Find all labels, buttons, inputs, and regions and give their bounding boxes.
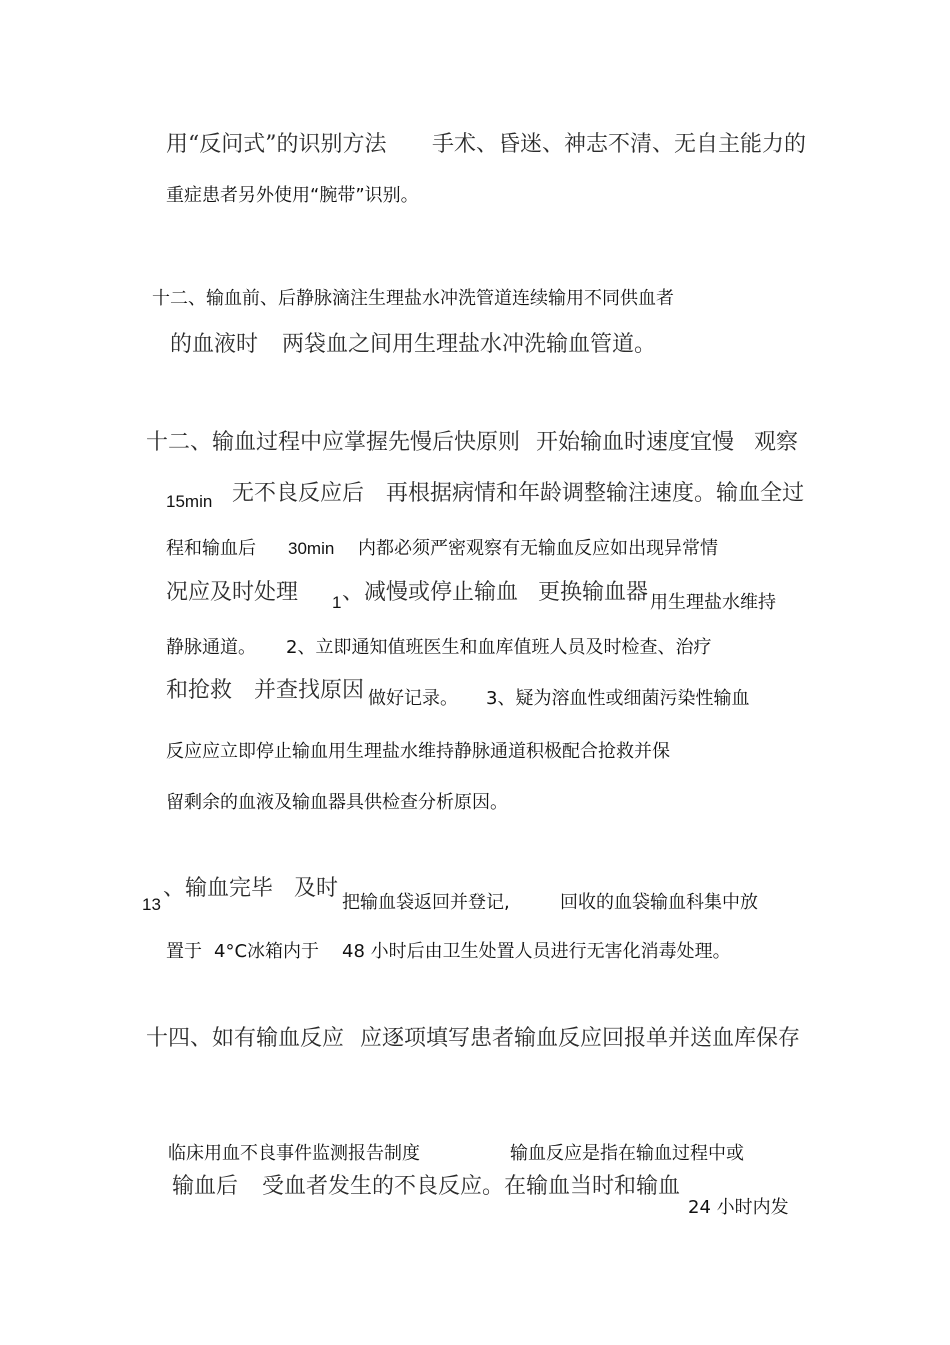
text-line-15b: 应逐项填写患者输血反应回报单并送血库保存 [360, 1026, 801, 1051]
text-line-18: 24 小时内发 [688, 1197, 789, 1218]
text-line-8b: 1 [332, 593, 342, 612]
text-line-4a: 的血液时 [170, 332, 259, 357]
text-line-8a: 况应及时处理 [166, 580, 299, 605]
text-line-17b: 受血者发生的不良反应。在输血当时和输血 [262, 1174, 681, 1199]
text-line-10b: 并查找原因 [254, 678, 365, 703]
text-line-16a: 临床用血不良事件监测报告制度 [168, 1143, 420, 1164]
text-line-9a: 静脉通道。 [166, 637, 256, 658]
text-line-2: 重症患者另外使用“腕带”识别。 [166, 185, 419, 206]
text-line-6a: 15min [166, 492, 213, 511]
text-line-13c: 及时 [294, 876, 339, 901]
text-line-16b: 输血反应是指在输血过程中或 [510, 1143, 744, 1164]
text-line-11: 反应应立即停止输血用生理盐水维持静脉通道积极配合抢救并保 [166, 741, 670, 762]
text-line-8d: 更换输血器 [538, 580, 649, 605]
text-line-15a: 十四、如有输血反应 [146, 1026, 345, 1051]
text-line-1a: 用“反问式”的识别方法 [166, 132, 387, 157]
text-line-7a: 程和输血后 [166, 538, 256, 559]
text-line-13e: 回收的血袋输血科集中放 [560, 892, 758, 913]
text-line-17a: 输血后 [172, 1174, 239, 1199]
text-line-13d: 把输血袋返回并登记, [342, 892, 510, 913]
text-line-10c: 做好记录。 [368, 688, 458, 709]
text-line-5a: 十二、输血过程中应掌握先慢后快原则 [146, 430, 521, 455]
text-line-8e: 用生理盐水维持 [650, 592, 776, 613]
text-line-7b: 30min [288, 539, 335, 558]
text-line-13b: 、输血完毕 [163, 876, 274, 901]
text-line-3: 十二、输血前、后静脉滴注生理盐水冲洗管道连续输用不同供血者 [152, 288, 674, 309]
text-line-14a: 置于 [166, 941, 202, 962]
text-line-5c: 观察 [754, 430, 799, 455]
text-line-6b: 无不良反应后 [232, 481, 365, 506]
text-line-1b: 手术、昏迷、神志不清、无自主能力的 [432, 132, 807, 157]
text-line-14b: 4°C冰箱内于 [214, 941, 320, 962]
text-line-6c: 再根据病情和年龄调整输注速度。输血全过 [386, 481, 805, 506]
text-line-13a: 13 [142, 895, 161, 914]
text-line-12: 留剩余的血液及输血器具供检查分析原因。 [166, 792, 508, 813]
text-line-10a: 和抢救 [166, 678, 233, 703]
text-line-9b: 2、立即通知值班医生和血库值班人员及时检查、治疗 [286, 637, 712, 658]
text-line-10d: 3、疑为溶血性或细菌污染性输血 [486, 688, 750, 709]
text-line-7c: 内都必须严密观察有无输血反应如出现异常情 [358, 538, 718, 559]
text-line-8c: 、减慢或停止输血 [342, 580, 519, 605]
text-line-5b: 开始输血时速度宜慢 [536, 430, 735, 455]
text-line-14c: 48 小时后由卫生处置人员进行无害化消毒处理。 [342, 941, 731, 962]
text-line-4b: 两袋血之间用生理盐水冲洗输血管道。 [282, 332, 657, 357]
